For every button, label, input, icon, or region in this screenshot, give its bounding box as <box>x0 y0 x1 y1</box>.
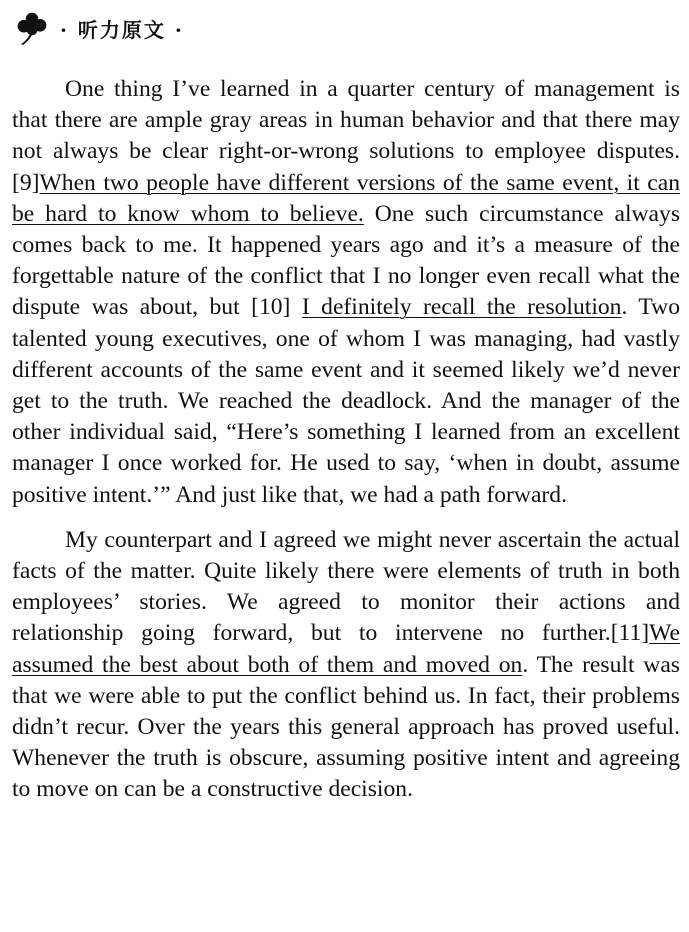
text-run <box>290 294 301 320</box>
text-run: My counterpart and I agreed we might never ascertain the actual facts of the matter. Quite likely there were elements of truth in both employees’ stories. We agreed to monitor their actions and relationship going forward, but to intervene no further. <box>12 526 680 647</box>
clover-icon <box>14 10 50 46</box>
section-header <box>14 8 184 48</box>
text-run: One thing I’ve learned in a quarter century of management is that there are ample gray areas in human behavior and that there may not always be clear right-or-wrong solutions to employee disputes. <box>12 76 680 165</box>
paragraph-1 <box>12 74 680 511</box>
section-title: · 听力原文 · <box>60 17 184 42</box>
transcript-body <box>12 74 680 806</box>
question-marker-11: [11] <box>610 620 650 647</box>
underlined-answer-11: We assumed the best about both of them and moved on <box>12 620 680 678</box>
text-run: . The result was that we were able to put the conflict behind us. In fact, their problems didn’t recur. Over the years this general approach has proved useful. Whenever the truth is obscure, assuming positive intent and agreeing to move on can be a constructive decision. <box>12 651 680 803</box>
question-marker-9: [9] <box>12 169 40 196</box>
question-marker-10: [10] <box>251 294 291 321</box>
text-run: One such circumstance always comes back to me. It happened years ago and it’s a measure of the forgettable nature of the conflict that I no longer even recall what the dispute was about, but <box>12 200 680 321</box>
paragraph-2 <box>12 525 680 806</box>
text-run: . Two talented young executives, one of whom I was managing, had vastly different accounts of the same event and it seemed likely we’d never get to the truth. We reached the deadlock. And the manager of the other individual said, “Here’s something I learned from an excellent manager I once worked for. He used to say, ‘when in doubt, assume positive intent.’” And just like that, we had a path forward. <box>12 294 680 508</box>
underlined-answer-9: When two people have different versions of the same event, it can be hard to know whom to believe. <box>12 169 680 227</box>
underlined-answer-10: I definitely recall the resolution <box>301 294 622 321</box>
